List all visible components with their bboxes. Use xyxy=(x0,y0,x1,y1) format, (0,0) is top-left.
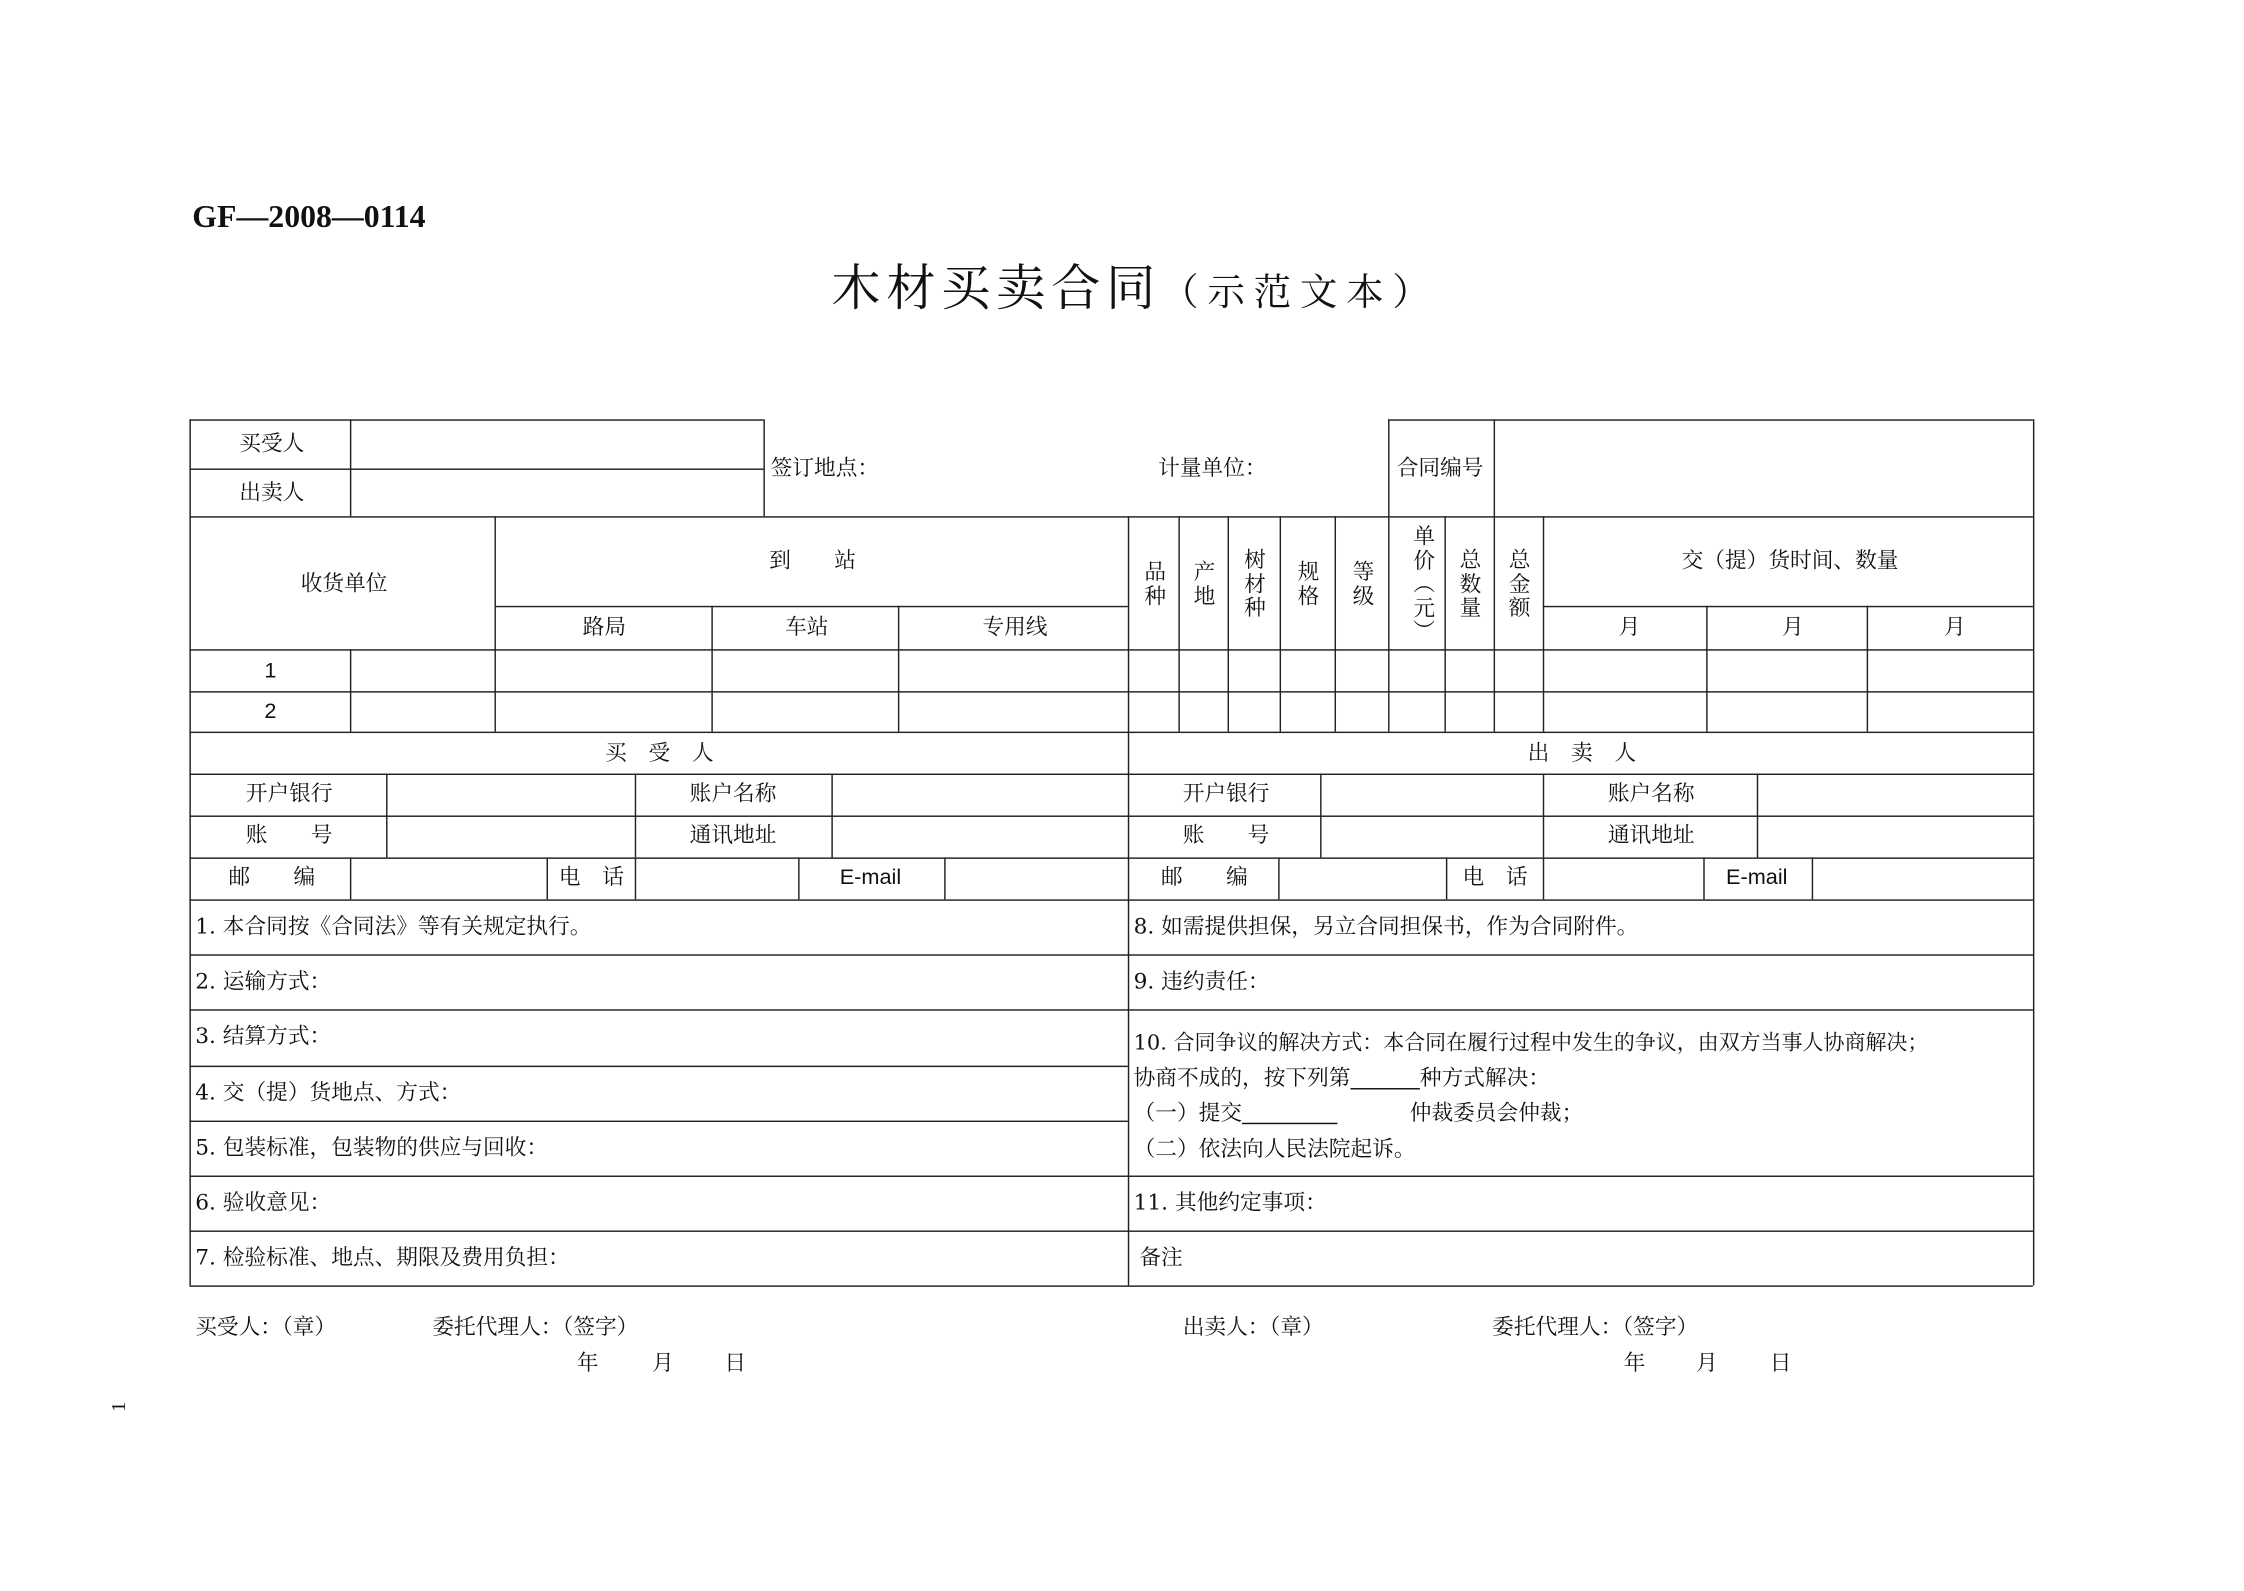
grid-line xyxy=(189,857,2033,858)
month-header-1: 月 xyxy=(1618,613,1641,640)
grid-line xyxy=(189,1066,1127,1067)
grid-line xyxy=(386,774,387,858)
grid-line xyxy=(189,954,2033,955)
col-header-unit-price: 单 价 ︵ 元 ︶ xyxy=(1413,523,1436,645)
buyer-address-label: 通讯地址 xyxy=(689,821,777,849)
term-11: 11. 其他约定事项： xyxy=(1133,1189,1327,1216)
station-header: 车站 xyxy=(785,613,829,640)
seller-agent-label: 委托代理人：（签字） xyxy=(1492,1313,1699,1340)
seller-address-label: 通讯地址 xyxy=(1607,821,1695,849)
seller-date-year: 年 xyxy=(1623,1349,1646,1376)
grid-line xyxy=(189,1121,1127,1122)
buyer-date-year: 年 xyxy=(576,1349,599,1376)
term-3: 3. 结算方式： xyxy=(195,1022,332,1050)
month-header-3: 月 xyxy=(1944,613,1966,640)
row-number-2: 2 xyxy=(264,699,277,724)
grid-line xyxy=(1706,606,1707,732)
grid-line xyxy=(1178,516,1179,731)
grid-line xyxy=(189,899,2033,900)
term-10-line-2: 协商不成的，按下列第 种方式解决： xyxy=(1133,1064,1551,1091)
seller-account-no-label: 账 号 xyxy=(1182,821,1270,849)
buyer-account-name-label: 账户名称 xyxy=(689,780,777,807)
grid-line xyxy=(189,1230,2033,1231)
term-2: 2. 运输方式： xyxy=(195,968,332,995)
grid-line xyxy=(1388,419,2033,420)
col-header-grade: 等 级 xyxy=(1352,558,1375,609)
signing-place-label: 签订地点： xyxy=(770,454,880,481)
buyer-agent-label: 委托代理人：（签字） xyxy=(432,1313,639,1340)
grid-line xyxy=(1494,419,1495,731)
seller-bank-label: 开户银行 xyxy=(1182,780,1270,807)
grid-line xyxy=(189,1009,2033,1010)
grid-line xyxy=(189,649,2033,650)
grid-line xyxy=(1320,774,1321,858)
dedicated-line-header: 专用线 xyxy=(982,613,1048,640)
arbitration-commission-blank[interactable] xyxy=(1242,1104,1337,1124)
grid-line xyxy=(494,516,495,731)
grid-line xyxy=(547,857,548,899)
grid-line xyxy=(350,857,351,899)
buyer-date-day: 日 xyxy=(724,1349,747,1376)
buyer-bank-label: 开户银行 xyxy=(245,780,333,807)
grid-line xyxy=(189,468,763,469)
grid-line xyxy=(1388,419,1389,731)
grid-line xyxy=(1278,857,1279,899)
grid-line xyxy=(1543,606,2033,607)
row-number-1: 1 xyxy=(264,658,277,684)
title-subtitle: （示范文本） xyxy=(1161,271,1439,316)
grid-line xyxy=(1543,516,1544,731)
grid-line xyxy=(189,516,2033,517)
grid-line xyxy=(1757,774,1758,858)
grid-line xyxy=(944,857,945,899)
seller-postcode-label: 邮 编 xyxy=(1161,863,1248,890)
term-1: 1. 本合同按《合同法》等有关规定执行。 xyxy=(195,913,592,940)
term-9: 9. 违约责任： xyxy=(1133,968,1270,995)
grid-line xyxy=(763,419,764,516)
method-number-blank[interactable] xyxy=(1350,1069,1419,1089)
grid-line xyxy=(1543,774,1544,858)
grid-line xyxy=(189,419,190,1285)
term-10-line-4: （二）依法向人民法院起诉。 xyxy=(1133,1135,1416,1162)
seller-date-month: 月 xyxy=(1696,1349,1718,1376)
grid-line xyxy=(1446,857,1447,899)
grid-line xyxy=(635,774,636,858)
term-4: 4. 交（提）货地点、方式： xyxy=(195,1079,462,1106)
grid-line xyxy=(494,606,1127,607)
col-header-total-qty: 总 数 量 xyxy=(1459,546,1482,621)
title-main: 木材买卖合同 xyxy=(831,260,1162,319)
seller-section-heading: 出 卖 人 xyxy=(1527,739,1637,766)
term-6: 6. 验收意见： xyxy=(195,1189,332,1216)
col-header-total-amount: 总 金 额 xyxy=(1508,546,1531,621)
grid-line xyxy=(1444,516,1445,731)
grid-line xyxy=(189,732,2033,733)
grid-line xyxy=(189,1285,2033,1286)
grid-line xyxy=(1867,606,1868,732)
seller-date-day: 日 xyxy=(1769,1349,1792,1376)
seller-email-label: E-mail xyxy=(1726,865,1788,890)
grid-line xyxy=(2033,419,2034,1285)
term-7: 7. 检验标准、地点、期限及费用负担： xyxy=(195,1244,570,1271)
term-8: 8. 如需提供担保，另立合同担保书，作为合同附件。 xyxy=(1133,913,1639,940)
page-number: 1 xyxy=(109,1401,131,1412)
grid-line xyxy=(1812,857,1813,899)
term-5: 5. 包装标准，包装物的供应与回收： xyxy=(195,1134,549,1161)
buyer-account-no-label: 账 号 xyxy=(245,821,333,849)
grid-line xyxy=(831,774,832,858)
seller-account-name-label: 账户名称 xyxy=(1607,780,1695,807)
delivery-header: 交（提）货时间、数量 xyxy=(1681,547,1899,574)
document-title xyxy=(831,260,1439,319)
buyer-section-heading: 买 受 人 xyxy=(605,739,714,766)
railway-bureau-header: 路局 xyxy=(582,613,627,640)
grid-line xyxy=(898,606,899,732)
document-code: GF—2008—0114 xyxy=(192,198,426,235)
grid-line xyxy=(1128,516,1129,1285)
term-10-line-1: 10. 合同争议的解决方式：本合同在履行过程中发生的争议，由双方当事人协商解决； xyxy=(1133,1032,1929,1056)
buyer-date-month: 月 xyxy=(652,1349,674,1376)
grid-line xyxy=(1280,516,1281,731)
grid-line xyxy=(798,857,799,899)
arrival-station-header: 到 站 xyxy=(769,547,856,574)
seller-label: 出卖人 xyxy=(239,479,305,506)
buyer-seal-label: 买受人：（章） xyxy=(195,1313,337,1340)
grid-line xyxy=(189,691,2033,692)
col-header-species: 树 材 种 xyxy=(1244,546,1266,621)
buyer-label: 买受人 xyxy=(239,430,305,457)
contract-no-label: 合同编号 xyxy=(1396,454,1484,481)
grid-line xyxy=(189,1176,2033,1177)
grid-line xyxy=(635,857,636,899)
seller-seal-label: 出卖人：（章） xyxy=(1182,1313,1324,1340)
grid-line xyxy=(1228,516,1229,731)
seller-phone-label: 电 话 xyxy=(1462,863,1528,890)
col-header-variety: 品 种 xyxy=(1144,558,1167,609)
buyer-postcode-label: 邮 编 xyxy=(228,863,316,890)
term-10-line-3: （一）提交 仲裁委员会仲裁； xyxy=(1133,1099,1584,1126)
grid-line xyxy=(1335,516,1336,731)
grid-line xyxy=(350,419,351,516)
grid-line xyxy=(711,606,712,732)
buyer-email-label: E-mail xyxy=(839,865,902,890)
buyer-phone-label: 电 话 xyxy=(558,863,624,890)
grid-line xyxy=(350,649,351,731)
month-header-2: 月 xyxy=(1782,613,1804,640)
col-header-spec: 规 格 xyxy=(1297,558,1320,609)
grid-line xyxy=(1543,857,1544,899)
receiving-unit-header: 收货单位 xyxy=(300,570,388,597)
unit-label: 计量单位： xyxy=(1158,454,1267,481)
grid-line xyxy=(1703,857,1704,899)
col-header-origin: 产 地 xyxy=(1193,558,1216,609)
remarks-label: 备注 xyxy=(1139,1244,1183,1271)
grid-line xyxy=(189,419,763,420)
